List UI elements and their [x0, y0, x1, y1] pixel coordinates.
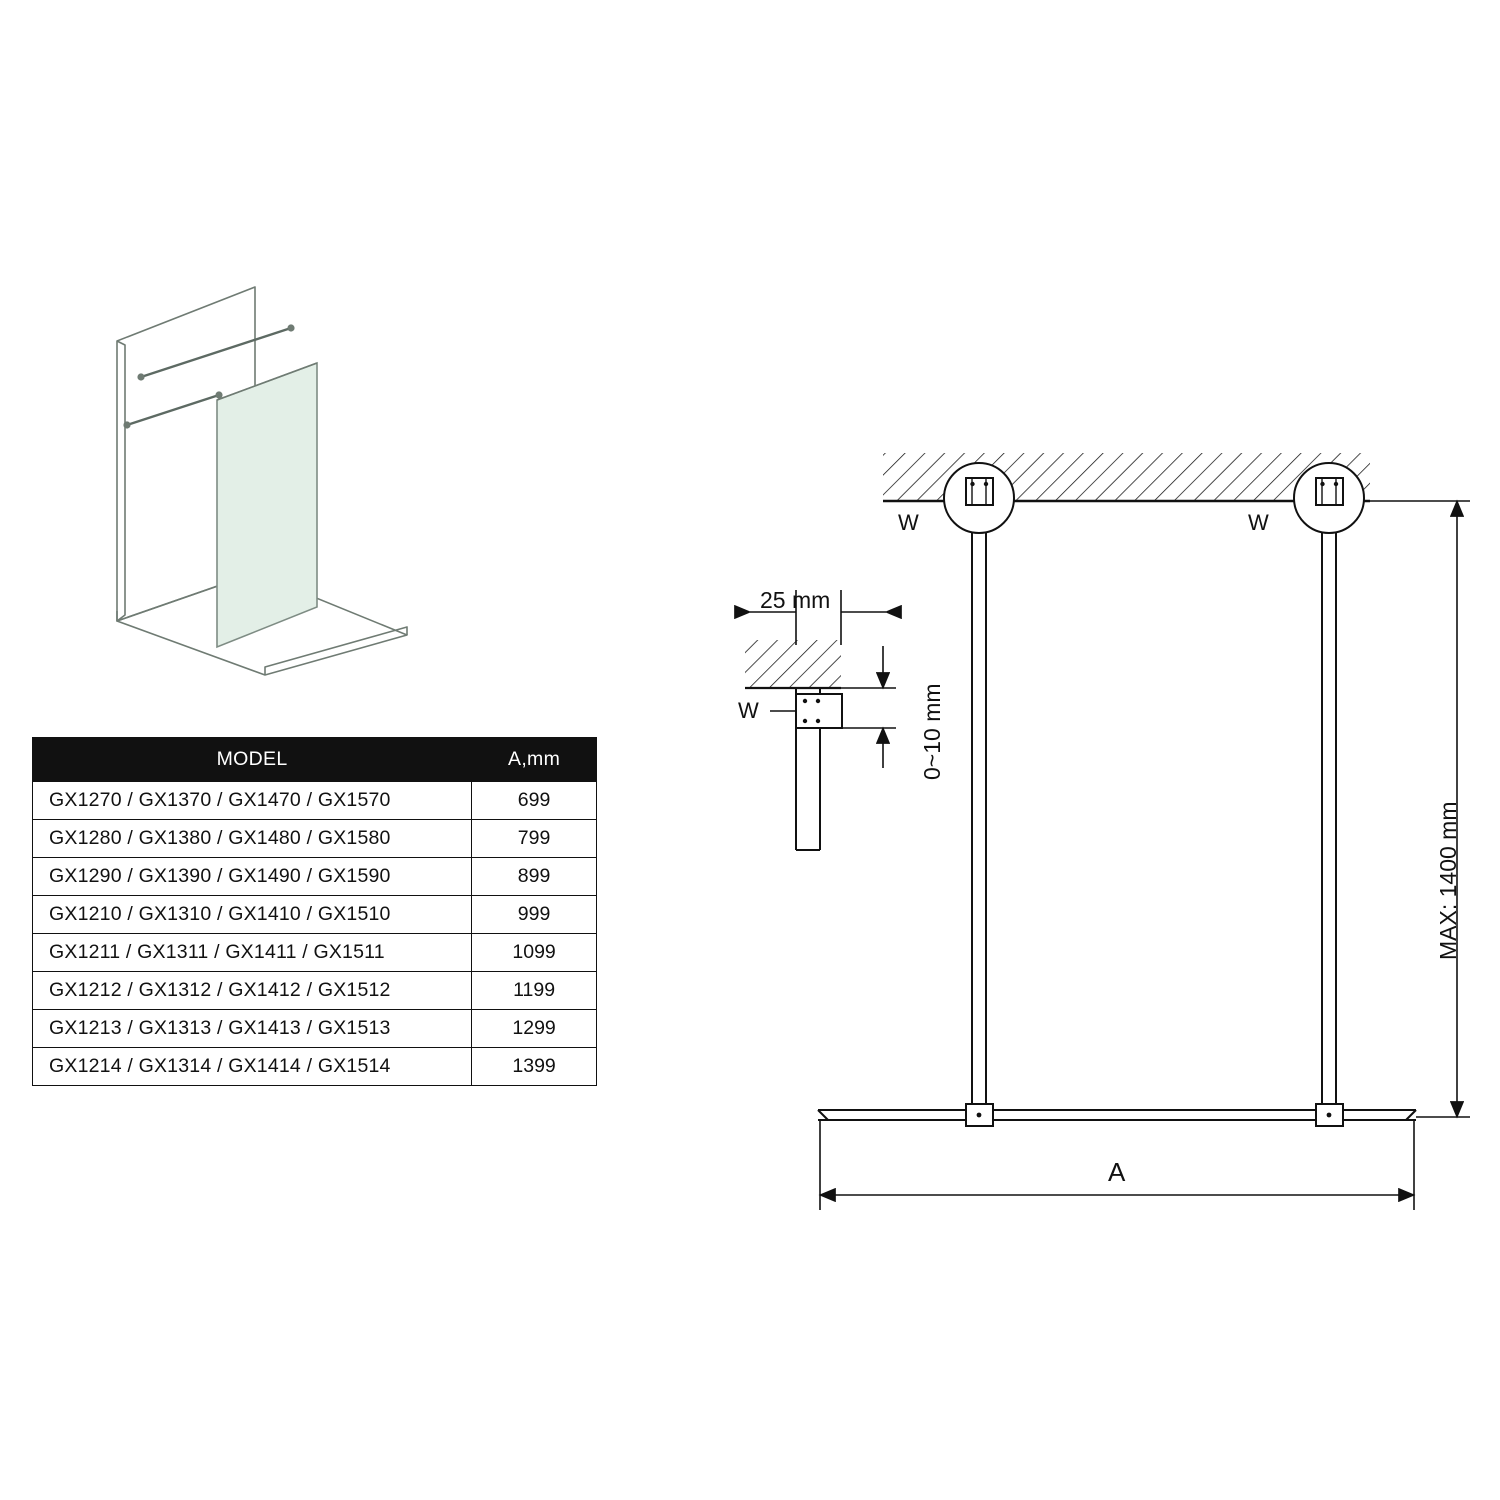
cell-a: 1199 — [472, 972, 597, 1010]
ceiling-bracket-right — [1294, 463, 1364, 533]
table-row — [33, 782, 597, 820]
table-body — [33, 782, 597, 1086]
label-gap: 0~10 mm — [919, 683, 945, 780]
cell-a: 699 — [472, 782, 597, 820]
table-row — [33, 1048, 597, 1086]
label-width-a: A — [1108, 1157, 1126, 1187]
cell-a: 1299 — [472, 1010, 597, 1048]
cell-model: GX1214 / GX1314 / GX1414 / GX1514 — [33, 1048, 472, 1086]
cell-a: 999 — [472, 896, 597, 934]
support-bar-right — [1322, 506, 1336, 1110]
table-row — [33, 934, 597, 972]
column-header-model: MODEL — [33, 738, 472, 782]
table-row — [33, 972, 597, 1010]
table-header-row — [33, 738, 597, 782]
cell-model: GX1213 / GX1313 / GX1413 / GX1513 — [33, 1010, 472, 1048]
rail-bracket-left — [966, 1104, 993, 1126]
cell-a: 899 — [472, 858, 597, 896]
cell-model: GX1280 / GX1380 / GX1480 / GX1580 — [33, 820, 472, 858]
cell-model: GX1211 / GX1311 / GX1411 / GX1511 — [33, 934, 472, 972]
table-head — [33, 738, 597, 782]
cell-a: 799 — [472, 820, 597, 858]
label-wall-detail: W — [738, 698, 759, 723]
isometric-view — [95, 255, 455, 675]
floor-tray-front — [265, 627, 407, 675]
label-wall-right: W — [1248, 510, 1269, 535]
column-header-a: A,mm — [472, 738, 597, 782]
cell-a: 1099 — [472, 934, 597, 972]
table-row — [33, 1010, 597, 1048]
technical-drawing — [700, 420, 1490, 1250]
technical-drawing-svg — [700, 420, 1490, 1250]
glass-panel — [217, 363, 317, 647]
rail-bracket-right — [1316, 1104, 1343, 1126]
table-row — [33, 896, 597, 934]
label-25mm: 25 mm — [760, 587, 831, 613]
table-row — [33, 820, 597, 858]
label-max-height: MAX: 1400 mm — [1435, 801, 1461, 960]
support-bar-left — [972, 506, 986, 1110]
table-row — [33, 858, 597, 896]
cell-model: GX1270 / GX1370 / GX1470 / GX1570 — [33, 782, 472, 820]
cell-model: GX1212 / GX1312 / GX1412 / GX1512 — [33, 972, 472, 1010]
model-table — [32, 737, 597, 1086]
back-wall-edge — [117, 341, 125, 621]
cell-a: 1399 — [472, 1048, 597, 1086]
detail-wall-section — [738, 590, 896, 850]
label-wall-left: W — [898, 510, 919, 535]
cell-model: GX1210 / GX1310 / GX1410 / GX1510 — [33, 896, 472, 934]
isometric-svg — [95, 255, 455, 675]
cell-model: GX1290 / GX1390 / GX1490 / GX1590 — [33, 858, 472, 896]
